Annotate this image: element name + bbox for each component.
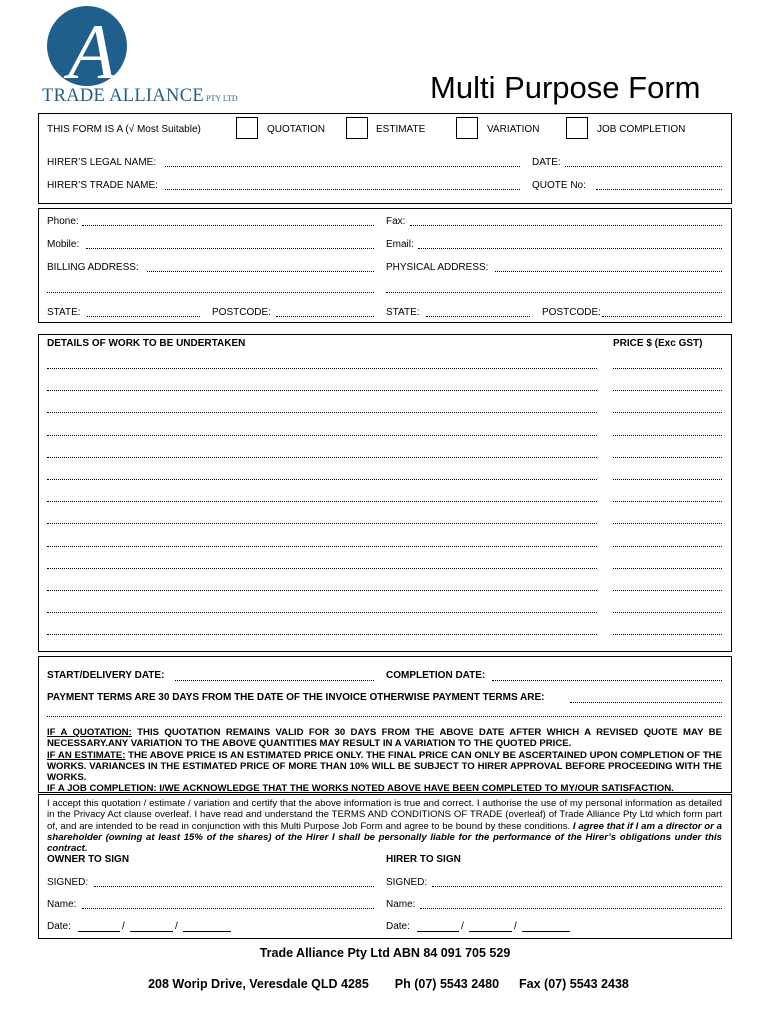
hirer-name-field[interactable] bbox=[420, 908, 722, 909]
quote-no-label: QUOTE No: bbox=[532, 180, 586, 191]
logo-company-name: TRADE ALLIANCE bbox=[42, 86, 204, 106]
price-line[interactable] bbox=[613, 457, 722, 458]
footer-company-line: Trade Alliance Pty Ltd ABN 84 091 705 529 bbox=[259, 946, 511, 960]
price-line[interactable] bbox=[613, 412, 722, 413]
owner-date-day[interactable] bbox=[78, 931, 120, 932]
work-detail-line[interactable] bbox=[47, 634, 597, 635]
trade-name-label: HIRER’S TRADE NAME: bbox=[47, 180, 158, 191]
estimate-condition-text: THE ABOVE PRICE IS AN ESTIMATED PRICE ONLY. THE FINAL PRICE CAN ONLY BE ASCERTAINED UPON COMPLETION OF THE WORKS. VARIANCES IN THE ESTIMATED PRICE OF MORE THAN 10% WILL BE SUBJECT TO HIRER APPROVAL BEFORE PROCEEDING WITH THE WORKS. bbox=[47, 749, 723, 784]
owner-signed-label: SIGNED: bbox=[47, 877, 89, 888]
footer-address: 208 Worip Drive, Veresdale QLD 4285 bbox=[148, 977, 369, 991]
footer-phone: Ph (07) 5543 2480 bbox=[394, 977, 500, 991]
billing-address-label: BILLING ADDRESS: bbox=[47, 262, 139, 273]
payment-terms-label: PAYMENT TERMS ARE 30 DAYS FROM THE DATE OF THE INVOICE OTHERWISE PAYMENT TERMS ARE: bbox=[47, 692, 545, 703]
date-field[interactable] bbox=[565, 166, 722, 167]
work-detail-line[interactable] bbox=[47, 568, 597, 569]
company-logo bbox=[40, 6, 240, 106]
quote-no-field[interactable] bbox=[596, 189, 722, 190]
fax-label: Fax: bbox=[386, 216, 406, 227]
payment-terms-field[interactable] bbox=[570, 702, 722, 703]
hirer-signed-label: SIGNED: bbox=[386, 877, 428, 888]
price-line[interactable] bbox=[613, 368, 722, 369]
estimate-checkbox[interactable] bbox=[346, 117, 368, 139]
variation-checkbox[interactable] bbox=[456, 117, 478, 139]
director-liability-statement: I agree that if I am a director or a shareholder (owning at least 15% of the shares) of the Hirer I shall be personally liable for the performance of the Hirer’s obligations under this contract. bbox=[47, 820, 722, 855]
acceptance-statement: I accept this quotation / estimate / variation and certify that the above information is true and correct. I authorise the use of my personal information as detailed in the Privacy Act clause overleaf. I have read and understand the TERMS AND CONDITIONS OF TRADE (overleaf) of Trade Alliance Pty Ltd which form part of, and are intended to be read in conjunction with this Multi Purpose Job Form and agree to be bound by these conditions. bbox=[47, 798, 722, 832]
variation-label: VARIATION bbox=[487, 124, 540, 135]
page-title: Multi Purpose Form bbox=[430, 70, 701, 105]
conditions-text bbox=[47, 727, 722, 795]
trade-name-field[interactable] bbox=[165, 189, 520, 190]
email-label: Email: bbox=[386, 239, 414, 250]
quotation-condition-lead: IF A QUOTATION: bbox=[47, 727, 132, 738]
date-label: DATE: bbox=[532, 157, 561, 168]
owner-date-year[interactable] bbox=[183, 931, 231, 932]
work-details-heading: DETAILS OF WORK TO BE UNDERTAKEN bbox=[47, 338, 246, 349]
completion-date-label: COMPLETION DATE: bbox=[386, 670, 486, 681]
hirer-date-sep1: / bbox=[461, 921, 464, 932]
work-detail-line[interactable] bbox=[47, 523, 597, 524]
work-detail-line[interactable] bbox=[47, 546, 597, 547]
physical-postcode-label: POSTCODE: bbox=[542, 307, 601, 318]
phone-label: Phone: bbox=[47, 216, 79, 227]
physical-address-line2[interactable] bbox=[386, 292, 722, 293]
legal-name-label: HIRER’S LEGAL NAME: bbox=[47, 157, 157, 168]
form-type-label: THIS FORM IS A (√ Most Suitable) bbox=[47, 124, 201, 135]
mobile-label: Mobile: bbox=[47, 239, 80, 250]
price-line[interactable] bbox=[613, 590, 722, 591]
job-completion-label: JOB COMPLETION bbox=[597, 124, 686, 135]
payment-terms-line2[interactable] bbox=[47, 716, 722, 717]
hirer-name-label: Name: bbox=[386, 899, 416, 910]
logo-letter: A bbox=[68, 8, 116, 95]
price-line[interactable] bbox=[613, 523, 722, 524]
price-line[interactable] bbox=[613, 634, 722, 635]
owner-name-label: Name: bbox=[47, 899, 77, 910]
legal-name-field[interactable] bbox=[165, 166, 520, 167]
footer-contact-line bbox=[0, 962, 770, 992]
work-detail-line[interactable] bbox=[47, 612, 597, 613]
quotation-checkbox[interactable] bbox=[236, 117, 258, 139]
job-completion-condition-lead: IF A JOB COMPLETION: bbox=[47, 783, 157, 795]
price-line[interactable] bbox=[613, 568, 722, 569]
completion-date-field[interactable] bbox=[492, 680, 722, 681]
work-detail-line[interactable] bbox=[47, 479, 597, 480]
hirer-date-month[interactable] bbox=[469, 931, 512, 932]
footer-fax: Fax (07) 5543 2438 bbox=[519, 977, 629, 991]
price-line[interactable] bbox=[613, 612, 722, 613]
job-completion-checkbox[interactable] bbox=[566, 117, 588, 139]
phone-field[interactable] bbox=[82, 225, 374, 226]
billing-state-field[interactable] bbox=[87, 316, 200, 317]
work-detail-line[interactable] bbox=[47, 368, 597, 369]
work-detail-line[interactable] bbox=[47, 390, 597, 391]
work-detail-line[interactable] bbox=[47, 412, 597, 413]
hirer-date-day[interactable] bbox=[417, 931, 459, 932]
price-line[interactable] bbox=[613, 390, 722, 391]
billing-postcode-label: POSTCODE: bbox=[212, 307, 271, 318]
owner-name-field[interactable] bbox=[82, 908, 374, 909]
billing-address-field[interactable] bbox=[147, 271, 374, 272]
price-line[interactable] bbox=[613, 479, 722, 480]
price-heading: PRICE $ (Exc GST) bbox=[613, 338, 703, 349]
owner-sign-heading: OWNER TO SIGN bbox=[47, 854, 130, 865]
billing-address-line2[interactable] bbox=[47, 292, 374, 293]
quotation-label: QUOTATION bbox=[267, 124, 325, 135]
physical-postcode-field[interactable] bbox=[602, 316, 722, 317]
owner-date-sep1: / bbox=[122, 921, 125, 932]
work-detail-line[interactable] bbox=[47, 435, 597, 436]
physical-state-label: STATE: bbox=[386, 307, 420, 318]
work-detail-line[interactable] bbox=[47, 457, 597, 458]
work-details-section bbox=[38, 334, 732, 652]
mobile-field[interactable] bbox=[86, 248, 374, 249]
hirer-sign-heading: HIRER TO SIGN bbox=[386, 854, 461, 865]
fax-field[interactable] bbox=[410, 225, 722, 226]
billing-state-label: STATE: bbox=[47, 307, 81, 318]
hirer-date-sep2: / bbox=[514, 921, 517, 932]
price-line[interactable] bbox=[613, 435, 722, 436]
start-date-label: START/DELIVERY DATE: bbox=[47, 670, 165, 681]
owner-date-label: Date: bbox=[47, 921, 71, 932]
acceptance-text bbox=[47, 798, 722, 854]
logo-suffix: PTY LTD bbox=[206, 94, 238, 103]
billing-postcode-field[interactable] bbox=[276, 316, 374, 317]
physical-address-field[interactable] bbox=[495, 271, 722, 272]
hirer-signed-field[interactable] bbox=[432, 886, 722, 887]
quotation-condition-text: THIS QUOTATION REMAINS VALID FOR 30 DAYS FROM THE ABOVE DATE AFTER WHICH A REVISED QUOTE MAY BE NECESSARY.ANY VARIATION TO THE ABOVE QUANTITIES MAY RESULT IN A VARIATION TO THE QUOTED PRICE. bbox=[47, 727, 722, 750]
price-line[interactable] bbox=[613, 546, 722, 547]
hirer-date-label: Date: bbox=[386, 921, 410, 932]
price-line[interactable] bbox=[613, 501, 722, 502]
owner-date-month[interactable] bbox=[130, 931, 173, 932]
owner-date-sep2: / bbox=[175, 921, 178, 932]
physical-address-label: PHYSICAL ADDRESS: bbox=[386, 262, 489, 273]
work-detail-line[interactable] bbox=[47, 590, 597, 591]
email-field[interactable] bbox=[418, 248, 722, 249]
work-detail-line[interactable] bbox=[47, 501, 597, 502]
hirer-date-year[interactable] bbox=[522, 931, 570, 932]
start-date-field[interactable] bbox=[175, 680, 374, 681]
physical-state-field[interactable] bbox=[426, 316, 530, 317]
estimate-label: ESTIMATE bbox=[376, 124, 426, 135]
owner-signed-field[interactable] bbox=[94, 886, 374, 887]
estimate-condition-lead: IF AN ESTIMATE: bbox=[47, 749, 126, 761]
job-completion-condition-text: I/WE ACKNOWLEDGE THAT THE WORKS NOTED ABOVE HAVE BEEN COMPLETED TO MY/OUR SATISFACTION. bbox=[156, 783, 674, 795]
